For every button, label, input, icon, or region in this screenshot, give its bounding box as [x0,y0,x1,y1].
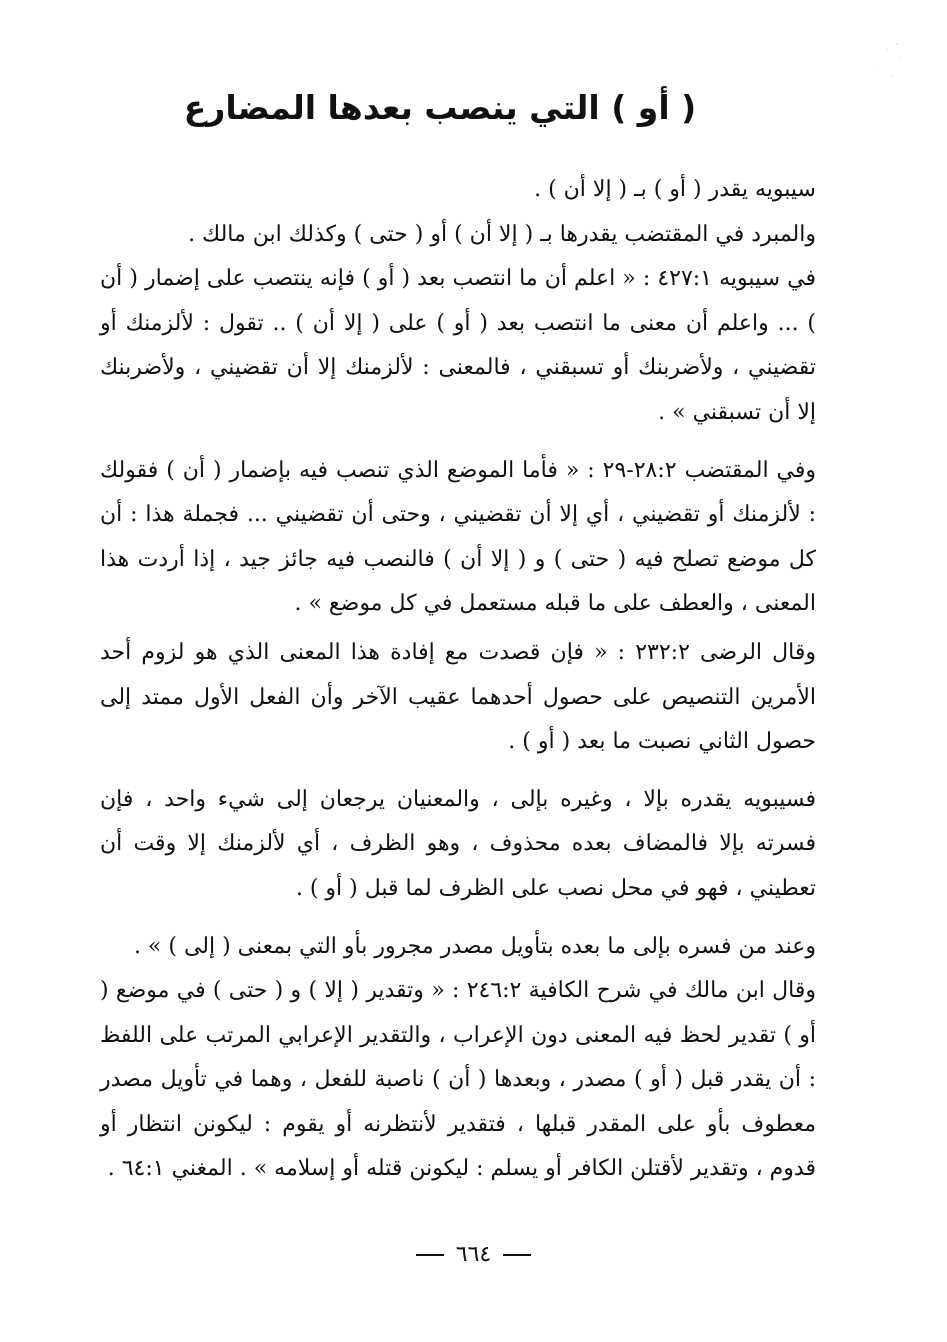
page-number: ٦٦٤ [455,1242,492,1267]
paragraph-sibawayh-analysis: فسيبويه يقدره بإلا ، وغيره بإلى ، والمعنيان يرجعان إلى شيء واحد ، فإن فسرته بإلا فالمضاف بعده محذوف ، وهو الظرف ، أي لألزمنك إلا وقت أن تعطيني ، فهو في محل نصب على الظرف لما قبل ( أو ) . [100,786,816,901]
paragraph-sibawayh-summary: سيبويه يقدر ( أو ) بـ ( إلا أن ) . [534,177,816,202]
paragraph-mubarrad-summary: والمبرد في المقتضب يقدرها بـ ( إلا أن ) أو ( حتى ) وكذلك ابن مالك . [188,221,816,247]
paragraph-radi-quote: وقال الرضى ٢٣٢:٢ : « فإن قصدت مع إفادة هذا المعنى الذي هو لزوم أحد الأمرين التنصيص على حصول أحدهما عقيب الآخر وأن الفعل الأول ممتد إلى حصول الثاني نصبت ما بعد ( أو ) . [100,639,816,755]
paragraph-sibawayh-quote: في سيبويه ٤٢٧:١ : « اعلم أن ما انتصب بعد ( أو ) فإنه ينتصب على إضمار ( أن ) ... واعلم أن معنى ما انتصب بعد ( أو ) على ( إلا أن ) .. تقول : لألزمنك أو تقضيني ، ولأضربنك أو تسبقني ، فالمعنى : لألزمنك إلا أن تقضيني ، ولأضربنك إلا أن تسبقني » . [100,266,816,425]
footer-dash-right [503,1254,531,1256]
page-footer [0,1242,947,1267]
footer-dash-left [416,1254,444,1256]
scan-noise-mark [857,36,907,96]
document-body [100,168,816,1192]
paragraph-muqtadab-quote: وفي المقتضب ٢٨:٢-٢٩ : « فأما الموضع الذي تنصب فيه بإضمار ( أن ) فقولك : لألزمنك أو تقضيني ، أي إلا أن تقضيني ، وحتى أن تقضيني ... فجملة هذا : أن كل موضع تصلح فيه ( حتى ) و ( إلا أن ) فالنصب فيه جائز جيد ، إذا أردت هذا المعنى ، والعطف على ما قبله مستعمل في كل موضع » . [100,457,816,617]
paragraph-ibn-malik-quote: وقال ابن مالك في شرح الكافية ٢٤٦:٢ : « وتقدير ( إلا ) و ( حتى ) في موضع ( أو ) تقدير لحظ فيه المعنى دون الإعراب ، والتقدير الإعرابي المرتب على اللفظ : أن يقدر قبل ( أو ) مصدر ، وبعدها ( أن ) ناصبة للفعل ، وهما في تأويل مصدر معطوف بأو على المقدر قبلها ، فتقدير لأنتظرنه أو يقوم : ليكونن انتظار أو قدوم ، وتقدير لأقتلن الكافر أو يسلم : ليكونن قتله أو إسلامه » . المغني ٦٤:١ . [100,978,816,1182]
page-title: ( أو ) التي ينصب بعدها المضارع [183,88,697,127]
paragraph-ila-interpretation: وعند من فسره بإلى ما بعده بتأويل مصدر مجرور بأو التي بمعنى ( إلى ) » . [133,933,816,959]
